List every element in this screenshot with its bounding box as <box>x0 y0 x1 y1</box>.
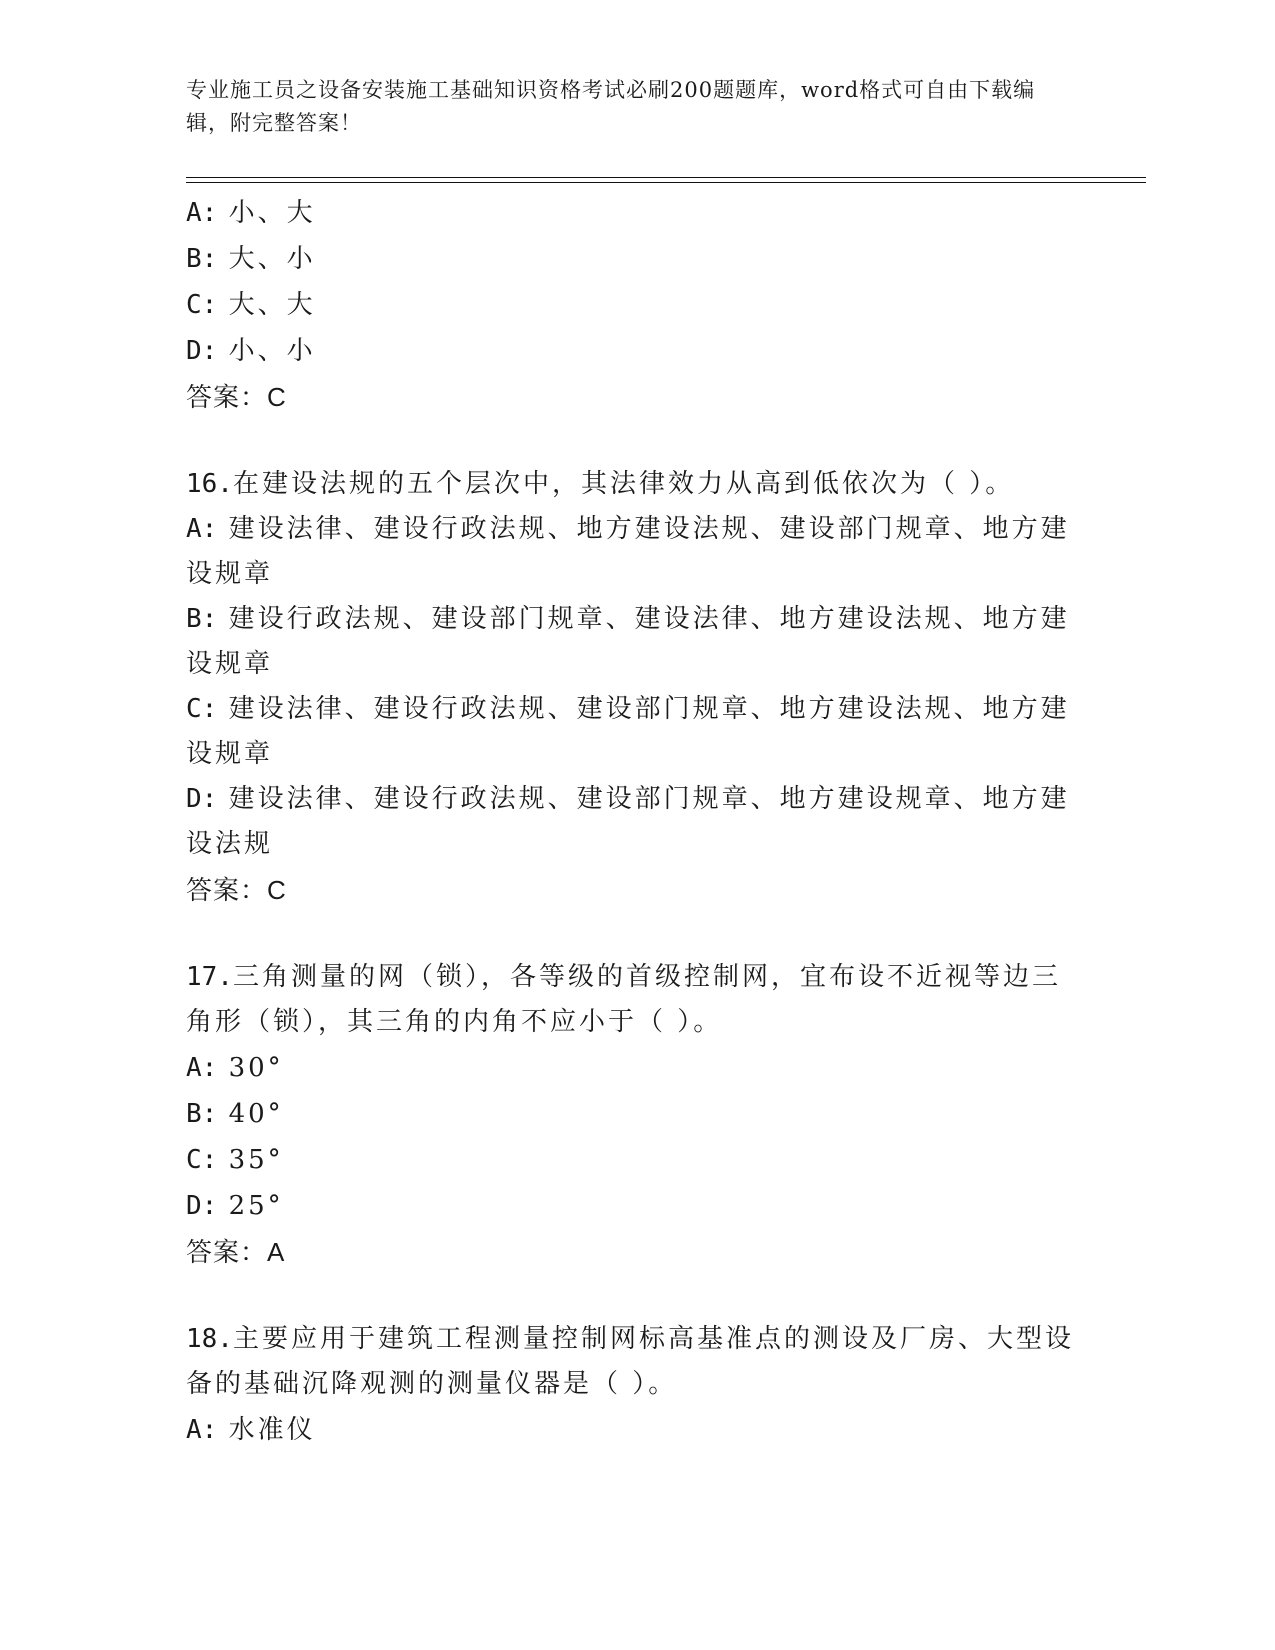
option-a: A: 建设法律、建设行政法规、地方建设法规、建设部门规章、地方建设规章 <box>186 514 1070 589</box>
answer-line: 答案：A <box>186 1237 286 1267</box>
question-18-block <box>186 1317 1076 1453</box>
question-stem: 17.三角测量的网（锁），各等级的首级控制网，宜布设不近视等边三角形（锁），其三角的内角不应小于（ ）。 <box>186 962 1061 1037</box>
header-rule-bottom <box>186 182 1146 183</box>
document-header: 专业施工员之设备安装施工基础知识资格考试必刷200题题库，word格式可自由下载编辑，附完整答案！ <box>186 78 1036 135</box>
prev-question-block <box>186 190 1076 420</box>
answer-line: 答案：C <box>186 382 287 412</box>
option-c: C: 35° <box>186 1145 284 1175</box>
option-a: A: 水准仪 <box>186 1415 316 1445</box>
option-b: B: 建设行政法规、建设部门规章、建设法律、地方建设法规、地方建设规章 <box>186 604 1070 679</box>
option-c: C: 大、大 <box>186 290 316 320</box>
document-content <box>186 190 1076 1453</box>
option-c: C: 建设法律、建设行政法规、建设部门规章、地方建设法规、地方建设规章 <box>186 694 1070 769</box>
question-stem: 18.主要应用于建筑工程测量控制网标高基准点的测设及厂房、大型设备的基础沉降观测的测量仪器是（ ）。 <box>186 1324 1074 1399</box>
option-b: B: 大、小 <box>186 244 316 274</box>
question-stem: 16.在建设法规的五个层次中，其法律效力从高到低依次为（ ）。 <box>186 469 1015 499</box>
option-a: A: 小、大 <box>186 198 316 228</box>
question-17-block <box>186 955 1076 1275</box>
option-a: A: 30° <box>186 1053 284 1083</box>
header-rule-top <box>186 177 1146 178</box>
answer-line: 答案：C <box>186 875 287 905</box>
option-d: D: 小、小 <box>186 336 316 366</box>
question-16-block <box>186 462 1076 913</box>
option-b: B: 40° <box>186 1099 284 1129</box>
option-d: D: 25° <box>186 1191 284 1221</box>
option-d: D: 建设法律、建设行政法规、建设部门规章、地方建设规章、地方建设法规 <box>186 784 1070 859</box>
